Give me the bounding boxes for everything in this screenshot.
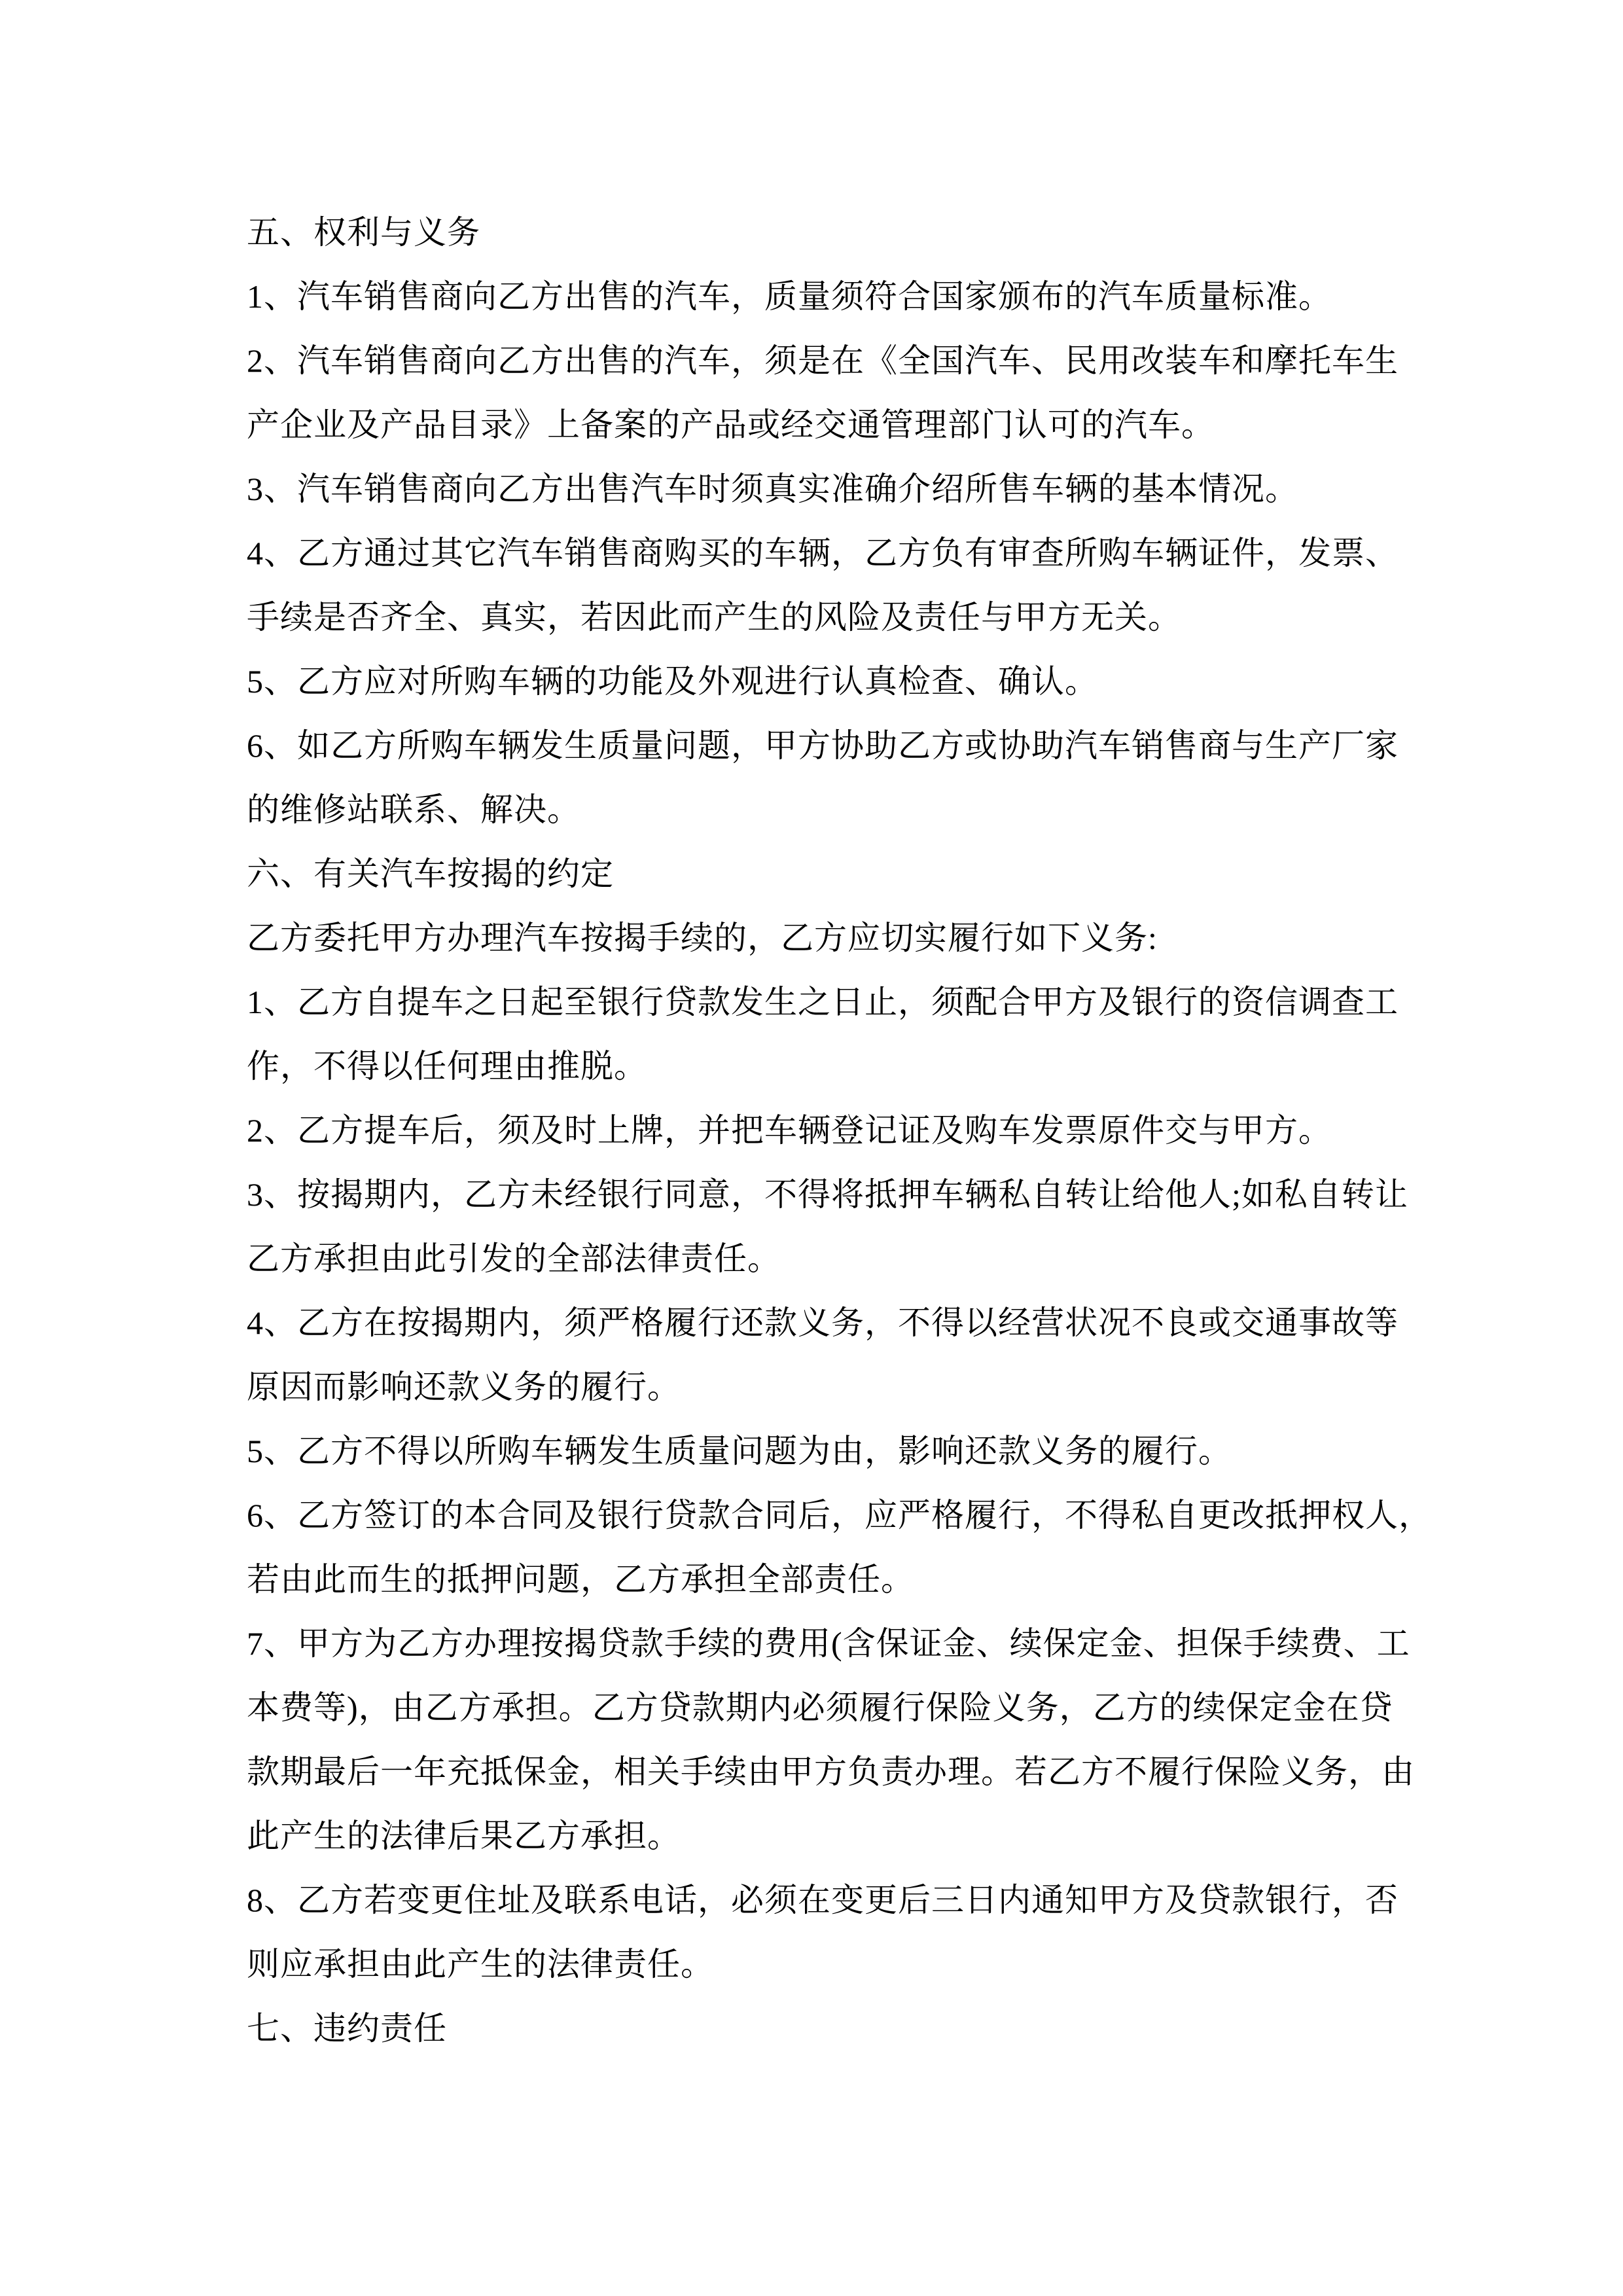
section-heading-7: 七、违约责任	[247, 2010, 447, 2047]
contract-line: 7、甲方为乙方办理按揭贷款手续的费用(含保证金、续保定金、担保手续费、工	[247, 1625, 1410, 1662]
contract-line-continuation: 产企业及产品目录》上备案的产品或经交通管理部门认可的汽车。	[247, 406, 1215, 443]
contract-line: 2、乙方提车后，须及时上牌，并把车辆登记证及购车发票原件交与甲方。	[247, 1112, 1332, 1149]
contract-line: 6、如乙方所购车辆发生质量问题，甲方协助乙方或协助汽车销售商与生产厂家	[247, 727, 1399, 764]
contract-line-continuation: 作，不得以任何理由推脱。	[247, 1048, 647, 1085]
contract-line-continuation: 此产生的法律后果乙方承担。	[247, 1818, 681, 1854]
contract-line: 5、乙方应对所购车辆的功能及外观进行认真检查、确认。	[247, 663, 1098, 700]
contract-line-continuation: 本费等)，由乙方承担。乙方贷款期内必须履行保险义务，乙方的续保定金在贷	[247, 1689, 1393, 1726]
contract-line-continuation: 款期最后一年充抵保金，相关手续由甲方负责办理。若乙方不履行保险义务，由	[247, 1753, 1415, 1790]
contract-line-continuation: 若由此而生的抵押问题，乙方承担全部责任。	[247, 1561, 914, 1598]
contract-line: 4、乙方通过其它汽车销售商购买的车辆，乙方负有审查所购车辆证件，发票、	[247, 535, 1399, 571]
contract-line: 8、乙方若变更住址及联系电话，必须在变更后三日内通知甲方及贷款银行，否	[247, 1882, 1399, 1918]
section-heading-6: 六、有关汽车按揭的约定	[247, 855, 614, 892]
contract-line: 2、汽车销售商向乙方出售的汽车，须是在《全国汽车、民用改装车和摩托车生	[247, 342, 1399, 379]
contract-line-continuation: 则应承担由此产生的法律责任。	[247, 1946, 714, 1982]
contract-line: 5、乙方不得以所购车辆发生质量问题为由，影响还款义务的履行。	[247, 1433, 1232, 1469]
contract-document	[247, 200, 1432, 2060]
contract-line-continuation: 手续是否齐全、真实，若因此而产生的风险及责任与甲方无关。	[247, 599, 1181, 636]
contract-line-continuation: 的维修站联系、解决。	[247, 791, 580, 828]
contract-line: 3、汽车销售商向乙方出售汽车时须真实准确介绍所售车辆的基本情况。	[247, 471, 1298, 507]
contract-line: 1、乙方自提车之日起至银行贷款发生之日止，须配合甲方及银行的资信调查工	[247, 984, 1399, 1020]
contract-line: 3、按揭期内，乙方未经银行同意，不得将抵押车辆私自转让给他人;如私自转让	[247, 1176, 1408, 1213]
contract-line: 乙方委托甲方办理汽车按揭手续的，乙方应切实履行如下义务:	[247, 920, 1158, 956]
contract-line: 1、汽车销售商向乙方出售的汽车，质量须符合国家颁布的汽车质量标准。	[247, 278, 1332, 315]
contract-line-continuation: 乙方承担由此引发的全部法律责任。	[247, 1240, 781, 1277]
contract-line: 4、乙方在按揭期内，须严格履行还款义务，不得以经营状况不良或交通事故等	[247, 1304, 1399, 1341]
section-heading-5: 五、权利与义务	[247, 214, 480, 251]
contract-line-continuation: 原因而影响还款义务的履行。	[247, 1369, 681, 1405]
contract-line: 6、乙方签订的本合同及银行贷款合同后，应严格履行，不得私自更改抵押权人，	[247, 1497, 1432, 1534]
